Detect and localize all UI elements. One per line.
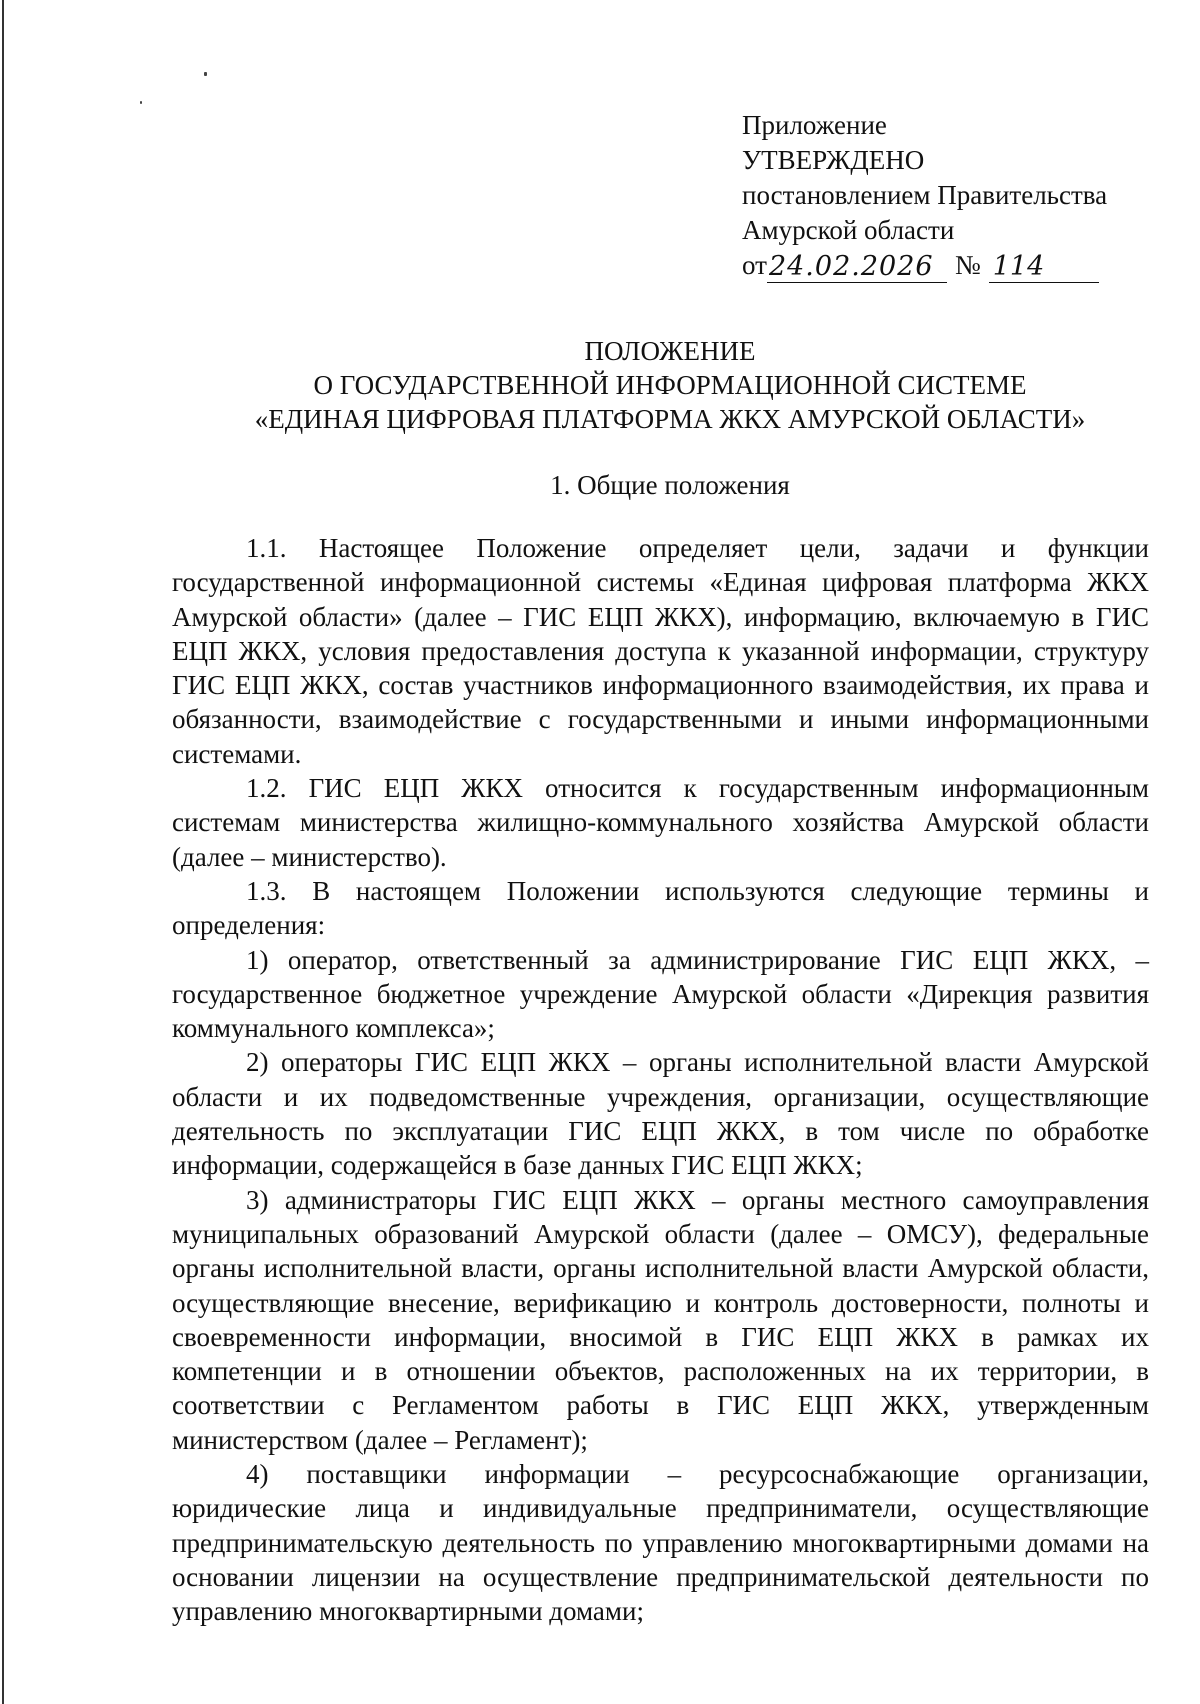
paragraph-1-2: 1.2. ГИС ЕЦП ЖКХ относится к государственным информационным системам министерства жилищно-коммунального хозяйства Амурской области (далее – министерство). [172, 773, 1149, 872]
scan-speck [204, 72, 207, 76]
handwritten-number: 114 [989, 252, 1099, 283]
approval-stamp-block [742, 108, 1162, 283]
title-line-3: «ЕДИНАЯ ЦИФРОВАЯ ПЛАТФОРМА ЖКХ АМУРСКОЙ ОБЛАСТИ» [254, 404, 1086, 434]
scan-speck [140, 101, 142, 104]
title-line-2: О ГОСУДАРСТВЕННОЙ ИНФОРМАЦИОННОЙ СИСТЕМЕ [313, 370, 1027, 400]
number-prefix: № [954, 250, 981, 280]
approval-region-line: Амурской области [742, 215, 955, 245]
approval-appendix-label: Приложение [742, 110, 887, 140]
handwritten-date: 24.02.2026 [767, 252, 947, 283]
approval-date-number-line [742, 248, 1162, 283]
approval-authority-line: постановлением Правительства [742, 180, 1108, 210]
title-line-1: ПОЛОЖЕНИЕ [584, 336, 756, 366]
scan-border [2, 0, 4, 1704]
definition-item-2: 2) операторы ГИС ЕЦП ЖКХ – органы исполнительной власти Амурской области и их подведомственные учреждения, организации, осуществляющие деятельность по эксплуатации ГИС ЕЦП ЖКХ, в том числе по обработке информации, содержащейся в базе данных ГИС ЕЦП ЖКХ; [172, 1047, 1149, 1181]
paragraph-1-3: 1.3. В настоящем Положении используются следующие термины и определения: [172, 875, 1149, 941]
paragraph-1-1: 1.1. Настоящее Положение определяет цели, задачи и функции государственной информационной системы «Единая цифровая платформа ЖКХ Амурской области» (далее – ГИС ЕЦП ЖКХ), информацию, включаемую в ГИС ЕЦП ЖКХ, условия предоставления доступа к указанной информации, структуру ГИС ЕЦП ЖКХ, состав участников информационного взаимодействия, их права и обязанности, взаимодействие с государственными и иными информационными системами. [172, 533, 1149, 769]
document-title [170, 334, 1170, 436]
section-heading: 1. Общие положения [550, 470, 790, 500]
definition-item-1: 1) оператор, ответственный за администрирование ГИС ЕЦП ЖКХ, – государственное бюджетное учреждение Амурской области «Дирекция развития коммунального комплекса»; [172, 944, 1149, 1044]
definition-item-3: 3) администраторы ГИС ЕЦП ЖКХ – органы местного самоуправления муниципальных образований Амурской области (далее – ОМСУ), федеральные органы исполнительной власти, органы исполнительной власти Амурской области, осуществляющие внесение, верификацию и контроль достоверности, полноты и своевременности информации, вносимой в ГИС ЕЦП ЖКХ в рамках их компетенции и в отношении объектов, расположенных на их территории, в соответствии с Регламентом работы в ГИС ЕЦП ЖКХ, утвержденным министерством (далее – Регламент); [172, 1184, 1149, 1455]
definition-item-4: 4) поставщики информации – ресурсоснабжающие организации, юридические лица и индивидуальные предприниматели, осуществляющие предпринимательскую деятельность по управлению многоквартирными домами на основании лицензии на осуществление предпринимательской деятельности по управлению многоквартирными домами; [172, 1459, 1149, 1627]
document-body [172, 531, 1149, 1629]
approval-approved-label: УТВЕРЖДЕНО [742, 145, 925, 175]
date-prefix: от [742, 250, 767, 280]
